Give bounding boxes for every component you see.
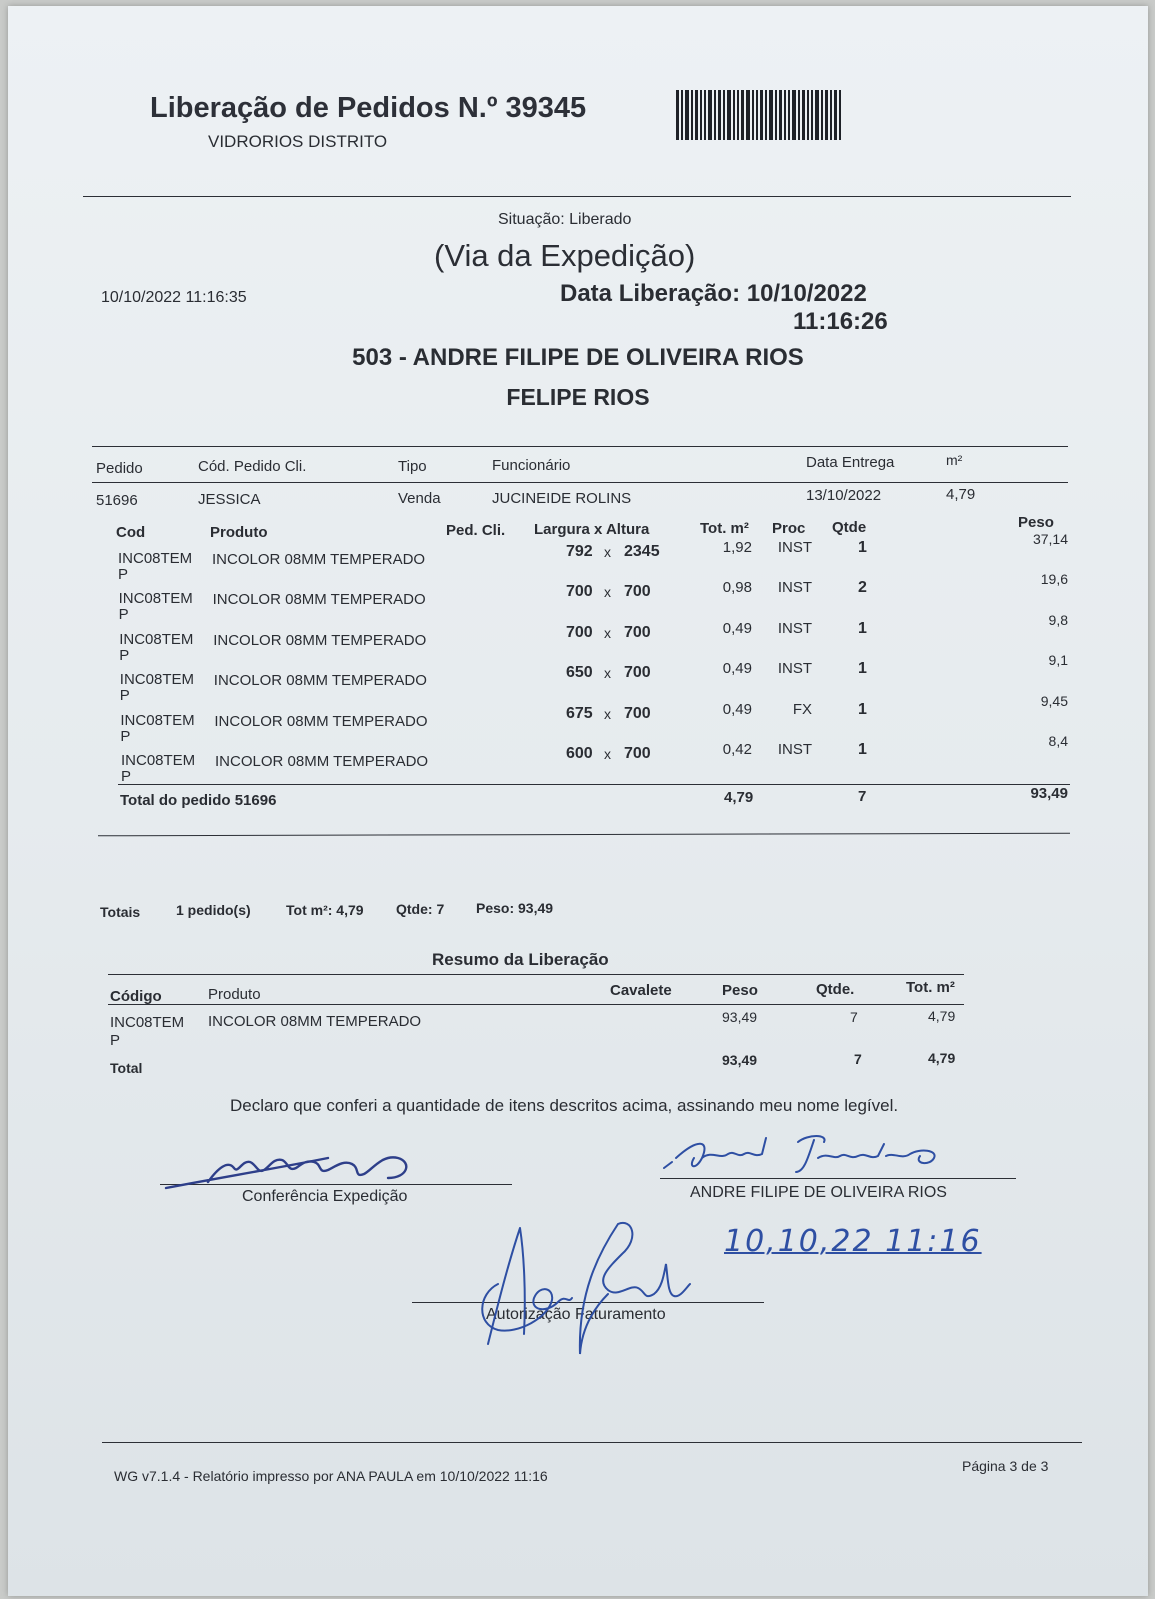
autorizacao-signature bbox=[468, 1214, 708, 1364]
footer-printed-by: WG v7.1.4 - Relatório impresso por ANA PAULA em 10/10/2022 11:16 bbox=[114, 1468, 548, 1484]
item-cod: INC08TEM P bbox=[119, 671, 194, 705]
item-produto: INCOLOR 08MM TEMPERADO bbox=[213, 631, 427, 649]
item-x: x bbox=[604, 584, 611, 601]
order-pedido: 51696 bbox=[96, 492, 138, 509]
item-altura: 2345 bbox=[624, 543, 660, 560]
item-peso: 9,45 bbox=[1040, 692, 1068, 709]
resumo-total-qtde: 7 bbox=[854, 1051, 862, 1067]
resumo-top-line bbox=[108, 974, 964, 975]
item-tot-m2: 0,98 bbox=[722, 579, 752, 597]
autorizacao-label: Autorização Faturamento bbox=[486, 1306, 666, 1323]
items-total-peso: 93,49 bbox=[1030, 785, 1068, 802]
via-label: (Via da Expedição) bbox=[434, 238, 696, 273]
item-x: x bbox=[604, 544, 611, 560]
col-m2: m² bbox=[946, 452, 963, 468]
resumo-row-produto: INCOLOR 08MM TEMPERADO bbox=[208, 1013, 422, 1030]
resumo-total-peso: 93,49 bbox=[722, 1052, 758, 1068]
item-produto: INCOLOR 08MM TEMPERADO bbox=[214, 712, 428, 730]
item-largura: 700 bbox=[566, 583, 593, 601]
item-peso: 8,4 bbox=[1048, 733, 1068, 749]
item-altura: 700 bbox=[624, 583, 651, 601]
item-cod: INC08TEM P bbox=[121, 752, 196, 785]
item-cod: INC08TEM P bbox=[118, 550, 193, 583]
item-x: x bbox=[604, 624, 611, 641]
client-nickname: FELIPE RIOS bbox=[506, 384, 650, 410]
item-qtde: 2 bbox=[858, 579, 867, 597]
item-tot-m2: 0,49 bbox=[722, 700, 752, 718]
document-title: Liberação de Pedidos N.º 39345 bbox=[150, 92, 587, 124]
barcode bbox=[676, 90, 843, 140]
footer-page-number: Página 3 de 3 bbox=[962, 1458, 1049, 1474]
item-proc: FX bbox=[792, 700, 812, 718]
resumo-row-codigo: INC08TEM P bbox=[110, 1014, 185, 1049]
item-produto: INCOLOR 08MM TEMPERADO bbox=[212, 591, 426, 609]
items-col-produto: Produto bbox=[210, 524, 268, 541]
item-altura: 700 bbox=[624, 664, 651, 682]
items-col-largura-altura: Largura x Altura bbox=[534, 521, 650, 538]
resumo-row-tot-m2: 4,79 bbox=[928, 1008, 956, 1024]
order-tipo: Venda bbox=[398, 490, 441, 507]
item-qtde: 1 bbox=[858, 741, 867, 758]
resumo-col-tot-m2: Tot. m² bbox=[906, 979, 955, 996]
item-largura: 675 bbox=[566, 704, 593, 722]
item-cod: INC08TEM P bbox=[119, 630, 194, 664]
item-tot-m2: 0,49 bbox=[722, 660, 752, 678]
order-end-line bbox=[98, 833, 1070, 837]
totals-peso: Peso: 93,49 bbox=[476, 900, 554, 916]
item-altura: 700 bbox=[624, 745, 651, 762]
col-tipo: Tipo bbox=[398, 458, 427, 475]
conferencia-signature bbox=[158, 1138, 428, 1198]
item-peso: 9,8 bbox=[1048, 611, 1068, 628]
item-proc: INST bbox=[777, 741, 812, 758]
resumo-col-qtde: Qtde. bbox=[816, 981, 855, 998]
footer-line bbox=[102, 1442, 1082, 1443]
item-proc: INST bbox=[777, 539, 812, 556]
order-table-header-line bbox=[92, 482, 1068, 483]
item-peso: 9,1 bbox=[1048, 652, 1068, 669]
totals-qtde: Qtde: 7 bbox=[396, 901, 445, 917]
totals-label: Totais bbox=[100, 904, 141, 920]
data-liberacao: Data Liberação: 10/10/2022 bbox=[560, 280, 867, 307]
print-datetime: 10/10/2022 11:16:35 bbox=[101, 289, 247, 306]
items-col-cod: Cod bbox=[116, 524, 146, 541]
item-cod: INC08TEM P bbox=[120, 711, 195, 745]
item-proc: INST bbox=[777, 660, 812, 678]
declaration-text: Declaro que conferi a quantidade de itens descritos acima, assinando meu nome legível. bbox=[230, 1096, 899, 1115]
items-col-peso: Peso bbox=[1018, 514, 1054, 531]
cliente-label: ANDRE FILIPE DE OLIVEIRA RIOS bbox=[690, 1184, 947, 1201]
col-funcionario: Funcionário bbox=[492, 457, 571, 474]
item-qtde: 1 bbox=[858, 660, 867, 678]
item-peso: 19,6 bbox=[1040, 571, 1068, 588]
order-funcionario: JUCINEIDE ROLINS bbox=[492, 490, 632, 507]
item-tot-m2: 0,42 bbox=[722, 741, 752, 758]
items-total-m2: 4,79 bbox=[724, 789, 754, 806]
document-page bbox=[8, 6, 1148, 1596]
resumo-row-peso: 93,49 bbox=[722, 1009, 758, 1025]
item-tot-m2: 0,49 bbox=[722, 619, 752, 637]
item-proc: INST bbox=[777, 579, 812, 597]
items-total-qtde: 7 bbox=[858, 788, 867, 805]
handwritten-date: 10,10,22 11:16 bbox=[724, 1224, 982, 1259]
totals-pedidos: 1 pedido(s) bbox=[176, 902, 251, 918]
item-largura: 650 bbox=[566, 664, 593, 682]
header-divider bbox=[83, 196, 1071, 197]
item-cod: INC08TEM P bbox=[118, 590, 193, 624]
order-table-top-line bbox=[92, 446, 1068, 447]
items-col-tot-m2: Tot. m² bbox=[700, 520, 749, 537]
resumo-title: Resumo da Liberação bbox=[432, 950, 609, 969]
items-col-ped-cli: Ped. Cli. bbox=[446, 522, 506, 539]
resumo-col-codigo: Código bbox=[110, 988, 162, 1005]
item-tot-m2: 1,92 bbox=[722, 539, 752, 556]
item-x: x bbox=[604, 665, 611, 682]
data-liberacao-time: 11:16:26 bbox=[793, 308, 888, 335]
items-total-line bbox=[118, 784, 1070, 785]
item-x: x bbox=[604, 746, 611, 762]
item-altura: 700 bbox=[624, 623, 651, 641]
company-name: VIDRORIOS DISTRITO bbox=[208, 132, 388, 151]
client-name: 503 - ANDRE FILIPE DE OLIVEIRA RIOS bbox=[352, 344, 804, 371]
item-produto: INCOLOR 08MM TEMPERADO bbox=[213, 672, 427, 690]
item-peso: 37,14 bbox=[1032, 531, 1068, 547]
items-total-label: Total do pedido 51696 bbox=[120, 792, 277, 809]
situacao-label: Situação: Liberado bbox=[498, 211, 632, 228]
item-produto: INCOLOR 08MM TEMPERADO bbox=[212, 551, 426, 568]
items-col-proc: Proc bbox=[772, 520, 806, 537]
resumo-total-label: Total bbox=[110, 1060, 143, 1076]
order-data-entrega: 13/10/2022 bbox=[806, 487, 882, 504]
item-qtde: 1 bbox=[858, 700, 867, 718]
items-col-qtde: Qtde bbox=[832, 519, 867, 536]
resumo-total-tot-m2: 4,79 bbox=[928, 1050, 956, 1066]
resumo-col-peso: Peso bbox=[722, 982, 758, 999]
conferencia-label: Conferência Expedição bbox=[242, 1188, 408, 1205]
resumo-col-produto: Produto bbox=[208, 986, 261, 1003]
item-qtde: 1 bbox=[858, 539, 867, 556]
item-proc: INST bbox=[777, 619, 812, 637]
item-altura: 700 bbox=[624, 704, 651, 722]
totals-m2: Tot m²: 4,79 bbox=[286, 902, 364, 918]
resumo-header-line bbox=[108, 1004, 964, 1005]
item-produto: INCOLOR 08MM TEMPERADO bbox=[215, 753, 429, 770]
resumo-col-cavalete: Cavalete bbox=[610, 982, 672, 999]
col-cod-pedido-cli: Cód. Pedido Cli. bbox=[198, 458, 307, 475]
item-largura: 600 bbox=[566, 745, 593, 762]
col-pedido: Pedido bbox=[96, 460, 143, 477]
resumo-row-qtde: 7 bbox=[850, 1009, 858, 1025]
item-x: x bbox=[604, 705, 611, 722]
cliente-signature bbox=[658, 1128, 958, 1184]
item-largura: 792 bbox=[566, 543, 593, 560]
order-m2: 4,79 bbox=[946, 486, 976, 503]
item-qtde: 1 bbox=[858, 619, 867, 637]
col-data-entrega: Data Entrega bbox=[806, 454, 895, 471]
order-cod-pedido-cli: JESSICA bbox=[198, 491, 261, 508]
item-largura: 700 bbox=[566, 623, 593, 641]
